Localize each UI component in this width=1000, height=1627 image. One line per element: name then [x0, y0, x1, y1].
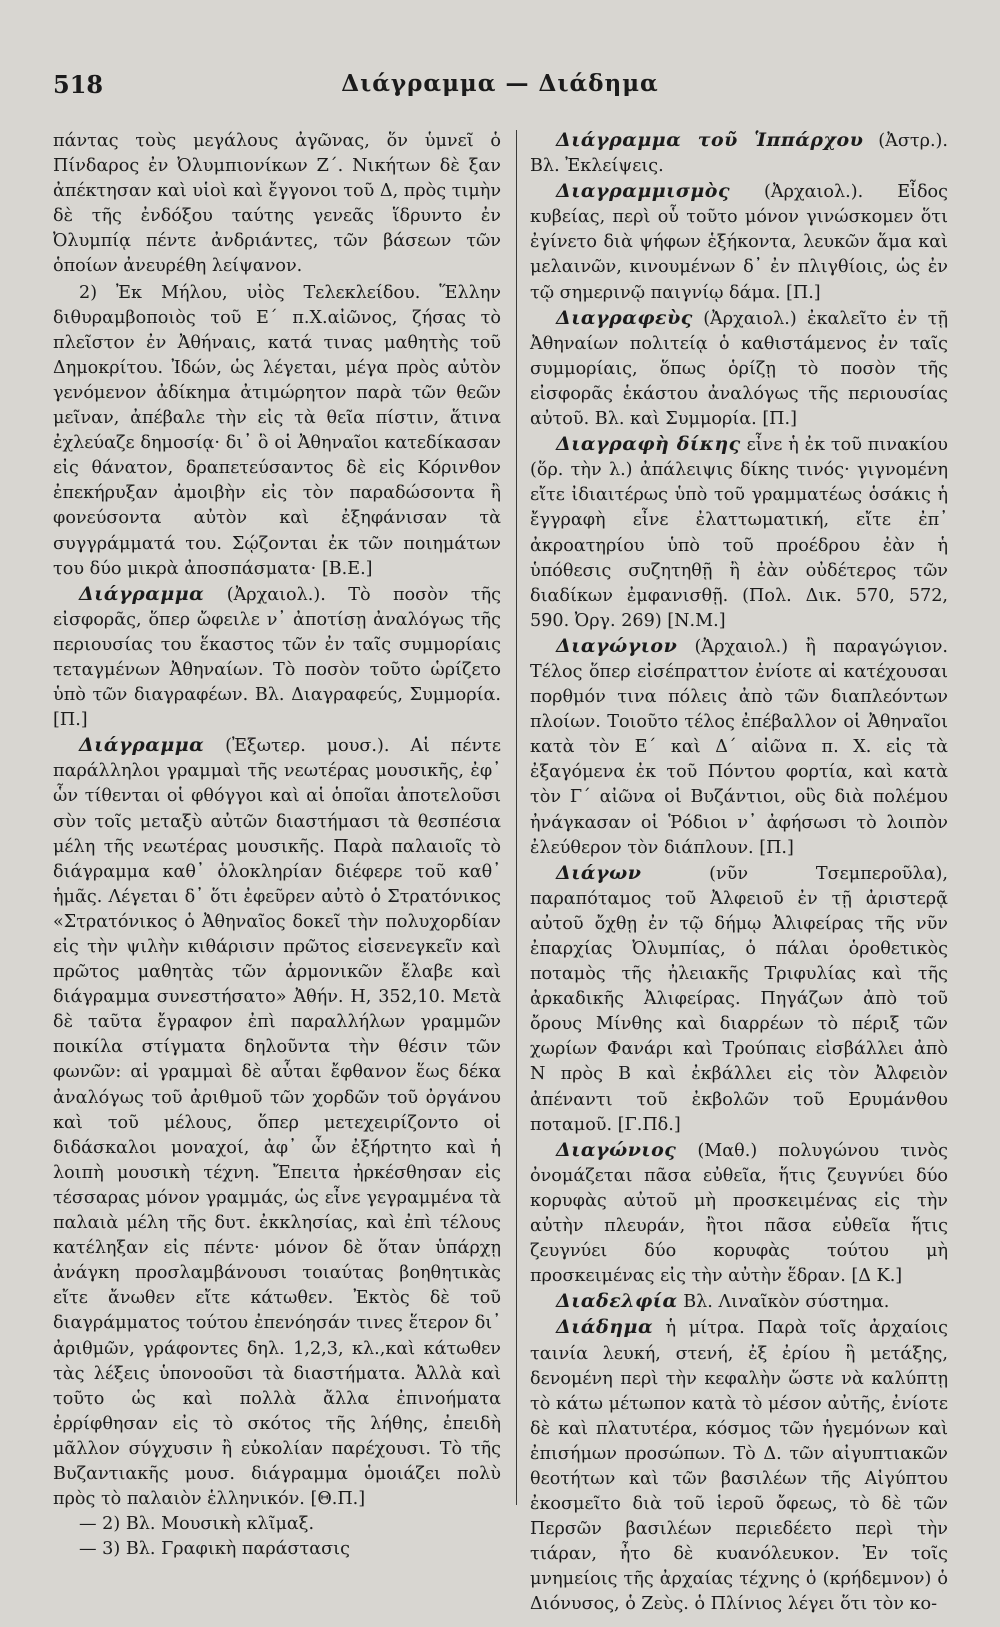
entry-headword: Διάγραμμα τοῦ Ἱππάρχου	[556, 129, 864, 151]
entry: Διαγώγιον (Ἀρχαιολ.) ἢ παραγώγιον. Τέλος ὅπερ εἰσέπραττον ἐνίοτε αἱ κατέχουσαι πορθμόν τινα πόλεις ἀπὸ τῶν διαπλεόντων πλοίων. Τοιοῦτο τέλος ἐπέβαλλον οἱ Ἀθηναῖοι κατὰ τὸν Ε΄ καὶ Δ΄ αἰῶνα π. Χ. εἰς τὰ ἐξαγόμενα ἐκ τοῦ Πόντου φορτία, καὶ κατὰ τὸν Γ΄ αἰῶνα οἱ Βυζάντιοι, οὓς διὰ πολέμου ἠνάγκασαν οἱ Ῥόδιοι ν᾽ ἀφήσωσι τὸ λοιπὸν ἐλεύθερον τὸν διάπλουν. [Π.]	[530, 634, 948, 858]
entry: Διαγραμμισμὸς (Ἀρχαιολ.). Εἶδος κυβείας, περὶ οὗ τοῦτο μόνον γινώσκομεν ὅτι ἐγίνετο διὰ ψήφων ἑξήκοντα, λευκῶν ἅμα καὶ μελαινῶν, κινουμένων δ᾽ ἐν πλιγθίοις, ὡς ἐν τῷ σημερινῷ παιγνίῳ δάμα. [Π.]	[530, 180, 948, 303]
column-divider	[516, 130, 517, 1505]
entry: Διάγραμμα τοῦ Ἱππάρχου (Ἀστρ.). Βλ. Ἐκλείψεις.	[530, 129, 948, 177]
cross-reference: — 3) Βλ. Γραφικὴ παράστασις	[79, 1539, 350, 1560]
left-column	[53, 128, 501, 1562]
entry: Διάγων (νῦν Τσεμπεροῦλα), παραπόταμος τοῦ Ἀλφειοῦ ἐν τῇ ἀριστερᾷ αὐτοῦ ὄχθῃ ἐν τῷ δήμῳ Ἀλιφείρας τῆς νῦν ἐπαρχίας Ὀλυμπίας, ὁ πάλαι ὁροθετικὸς ποταμὸς τῆς ἠλειακῆς Τριφυλίας καὶ τῆς ἀρκαδικῆς Ἀλιφείρας. Πηγάζων ἀπὸ τοῦ ὄρους Μίνθης καὶ διαρρέων τὸ πέριξ τῶν χωρίων Φανάρι καὶ Τρούπαις εἰσβάλλει ἀπὸ Ν πρὸς Β καὶ ἐκβάλλει εἰς τὸν Ἀλφειὸν ἀπέναντι τοῦ ἐκβολῶν τοῦ Ερυμάνθου ποταμοῦ. [Γ.Πδ.]	[530, 861, 948, 1135]
entry-headword: Διαγώνιος	[556, 1138, 677, 1161]
entry-headword: Διάγων	[556, 861, 642, 884]
cross-reference: — 2) Βλ. Μουσικὴ κλῖμαξ.	[79, 1514, 315, 1535]
entry-headword: Διαγραφὴ δίκης	[556, 433, 741, 456]
entry: Διαδελφία Βλ. Λιναῖκὸν σύστημα.	[556, 1290, 890, 1313]
entry-headword: Διαγραφεὺς	[556, 306, 693, 329]
entry-headword: Διάδημα	[556, 1316, 654, 1339]
entry: Διάγραμμα (Ἀρχαιολ.). Τὸ ποσὸν τῆς εἰσφορᾶς, ὅπερ ὤφειλε ν᾽ ἀποτίσῃ ἀναλόγως τῆς περιουσίας του ἕκαστος τῶν ἐν ταῖς συμμορίαις τεταγμένων Ἀθηναίων. Τὸ ποσὸν τοῦτο ὡρίζετο ὑπὸ τῶν διαγραφέων. Βλ. Διαγραφεύς, Συμμορία. [Π.]	[53, 582, 501, 731]
page-number: 518	[53, 70, 104, 99]
entry-headword: Διαδελφία	[556, 1290, 678, 1313]
entry: Διαγραφεὺς (Ἀρχαιολ.) ἐκαλεῖτο ἐν τῇ Ἀθηναίων πολιτείᾳ ὁ καθιστάμενος ἐν ταῖς συμμορίαις, ὅπως ὁρίζῃ τὸ ποσὸν τῆς εἰσφορᾶς ἑκάστου ἀναλόγως τῆς περιουσίας αὐτοῦ. Βλ. καὶ Συμμορία. [Π.]	[530, 306, 948, 430]
paragraph: 2) Ἐκ Μήλου, υἱὸς Τελεκλείδου. Ἕλλην διθυραμβοποιὸς τοῦ Ε΄ π.Χ.αἰῶνος, ζήσας τὸ πλεῖστον ἐν Ἀθήναις, κατά τινας μαθητὴς τοῦ Δημοκρίτου. Ἰδών, ὡς λέγεται, μέγα πρὸς αὐτὸν γενόμενον ἀδίκημα ἀτιμώρητον παρὰ τῶν θεῶν μεῖναν, ἀπέβαλε τὴν εἰς τὰ θεῖα πίστιν, ἅτινα ἐχλεύαζε δημοσίᾳ· δι᾽ ὃ οἱ Ἀθηναῖοι κατεδίκασαν εἰς θάνατον, δραπετεύσαντος δὲ εἰς Κόρινθον ἐπεκήρυξαν ἀμοιβὴν εἰς τὸν παραδώσοντα ἢ φονεύσοντα αὐτὸν καὶ ἐξηφάνισαν τὰ συγγράμματά του. Σῴζονται ἐκ τῶν ποιημάτων του δύο μικρὰ ἀποσπάσματα· [Β.Ε.]	[53, 282, 501, 579]
entry-headword: Διάγραμμα	[79, 582, 205, 605]
entry-headword: Διαγώγιον	[556, 634, 678, 657]
right-column	[530, 128, 948, 1618]
running-title: Διάγραμμα — Διάδημα	[341, 70, 659, 97]
paragraph: πάντας τοὺς μεγάλους ἀγῶνας, ὅν ὑμνεῖ ὁ Πίνδαρος ἐν Ὀλυμπιονίκων Ζ΄. Νικήτων δὲ ξαν ἀπέκτησαν καὶ υἱοὶ καὶ ἔγγονοι τοῦ Δ, πρὸς τιμὴν δὲ τῆς ἐνδόξου ταύτης γενεᾶς ἵδρυντο ἐν Ὀλυμπίᾳ πέντε ἀνδριάντες, τῶν βάσεων τῶν ὁποίων ἀνευρέθη λείψανον.	[53, 131, 502, 277]
entry: Διαγώνιος (Μαθ.) πολυγώνου τινὸς ὀνομάζεται πᾶσα εὐθεῖα, ἥτις ζευγνύει δύο κορυφὰς αὐτοῦ μὴ προσκειμένας εἰς τὴν αὐτὴν πλευράν, ἢτοι πᾶσα εὐθεῖα ἥτις ζευγνύει δύο κορυφὰς τούτου μὴ προσκειμένας εἰς τὴν αὐτὴν ἕδραν. [Δ Κ.]	[530, 1138, 948, 1287]
entry: Διαγραφὴ δίκης εἶνε ἡ ἐκ τοῦ πινακίου (ὅρ. τὴν λ.) ἀπάλειψις δίκης τινός· γιγνομένη εἴτε ἰδιαιτέρως ὑπὸ τοῦ γραμματέως ὁσάκις ἡ ἔγγραφὴ εἶνε ἐλαττωματική, εἴτε ἐπ᾽ ἀκροατηρίου ὑπὸ τοῦ προέδρου ἐὰν ἡ ὑπόθεσις συζητηθῇ ἢ ἐὰν οὐδέτερος τῶν διαδίκων ἐμφανισθῇ. (Πολ. Δικ. 570, 572, 590. Ὀργ. 269) [Ν.Μ.]	[530, 433, 949, 631]
entry: Διάγραμμα (Ἐξωτερ. μουσ.). Αἱ πέντε παράλληλοι γραμμαὶ τῆς νεωτέρας μουσικῆς, ἐφ᾽ ὧν τίθενται οἱ φθόγγοι καὶ αἱ ὁποῖαι ἀποτελοῦσι σὺν τοῖς μεταξὺ αὐτῶν διαστήμασι τὰ θεσπέσια μέλη τῆς νεωτέρας μουσικῆς. Παρὰ παλαιοῖς τὸ διάγραμμα καθ᾽ ὁλοκληρίαν διέφερε τοῦ καθ᾽ ἡμᾶς. Λέγεται δ᾽ ὅτι ἐφεῦρεν αὐτὸ ὁ Στρατόνικος «Στρατόνικος ὁ Ἀθηναῖος δοκεῖ τὴν πολυχορδίαν εἰς τὴν ψιλὴν κιθάρισιν πρῶτος εἰσενεγκεῖν καὶ πρῶτος μαθητὰς τῶν ἁρμονικῶν ἔλαβε καὶ διάγραμμα συνεστήσατο» Ἀθήν. Η, 352,10. Μετὰ δὲ ταῦτα ἔγραφον ἐπὶ παραλλήλων γραμμῶν ποικίλα στίγματα δηλοῦντα τὴν θέσιν τῶν φωνῶν: αἱ γραμμαὶ δὲ αὗται ἔφθανον ἕως δέκα ἀναλόγως τοῦ ἀριθμοῦ τῶν χορδῶν τοῦ ὀργάνου καὶ τοῦ μέλους, ὅπερ μετεχειρίζοντο οἱ διδάσκαλοι μοναχοί, ἀφ᾽ ὧν ἐξήρτητο καὶ ἡ λοιπὴ μουσικὴ τέχνη. Ἔπειτα ἠρκέσθησαν εἰς τέσσαρας μόνον γραμμάς, ὡς εἶνε γεγραμμένα τὰ παλαιὰ μέλη τῆς δυτ. ἐκκλησίας, καὶ ἐπὶ τέλους κατέληξαν εἰς πέντε· μόνον δὲ ὅταν ὑπάρχῃ ἀνάγκη προσλαμβάνουσι τοιαύτας βοηθητικὰς εἴτε ἄνωθεν εἴτε κάτωθεν. Ἐκτὸς δὲ τοῦ διαγράμματος τούτου ἐπενόησάν τινες ἕτερον δι᾽ ἀριθμῶν, γράφοντες δηλ. 1,2,3, κλ.,καὶ κάτωθεν τὰς λέξεις ὑπονοοῦσι τὰ διαστήματα. Ἀλλὰ καὶ τοῦτο ὡς καὶ πολλὰ ἄλλα ἐπινοήματα ἐρρίφθησαν εἰς τὸ σκότος τῆς λήθης, ἐπειδὴ μᾶλλον σύγχυσιν ἢ εὐκολίαν παρέχουσι. Τὸ τῆς Βυζαντιακῆς μουσ. διάγραμμα ὁμοιάζει πολὺ πρὸς τὸ παλαιὸν ἑλληνικόν. [Θ.Π.]	[53, 734, 501, 1510]
entry-headword: Διάγραμμα	[79, 734, 205, 757]
entry: Διάδημα ἡ μίτρα. Παρὰ τοῖς ἀρχαίοις ταινία λευκή, στενή, ἐξ ἐρίου ἢ μετάξης, δενομένη περὶ τὴν κεφαλὴν ὥστε νὰ καλύπτῃ τὸ κάτω μέτωπον κατὰ τὸ μέσον αὐτῆς, ἐνίοτε δὲ καὶ πλατυτέρα, κόσμος τῶν ἡγεμόνων καὶ ἐπισήμων προσώπων. Τὸ Δ. τῶν αἰγυπτιακῶν θεοτήτων καὶ τῶν βασιλέων τῆς Αἰγύπτου ἐκοσμεῖτο διὰ τοῦ ἱεροῦ ὄφεως, τὸ δὲ τῶν Περσῶν βασιλέων περιεδέετο περὶ τὴν τιάραν, ἦτο δὲ κυανόλευκον. Ἐν τοῖς μνημείοις τῆς ἀρχαίας τέχνης ὁ (κρήδεμνον) ὁ Διόνυσος, ὁ Ζεὺς. ὁ Πλίνιος λέγει ὅτι τὸν κο-	[530, 1316, 948, 1615]
entry-headword: Διαγραμμισμὸς	[556, 180, 731, 203]
